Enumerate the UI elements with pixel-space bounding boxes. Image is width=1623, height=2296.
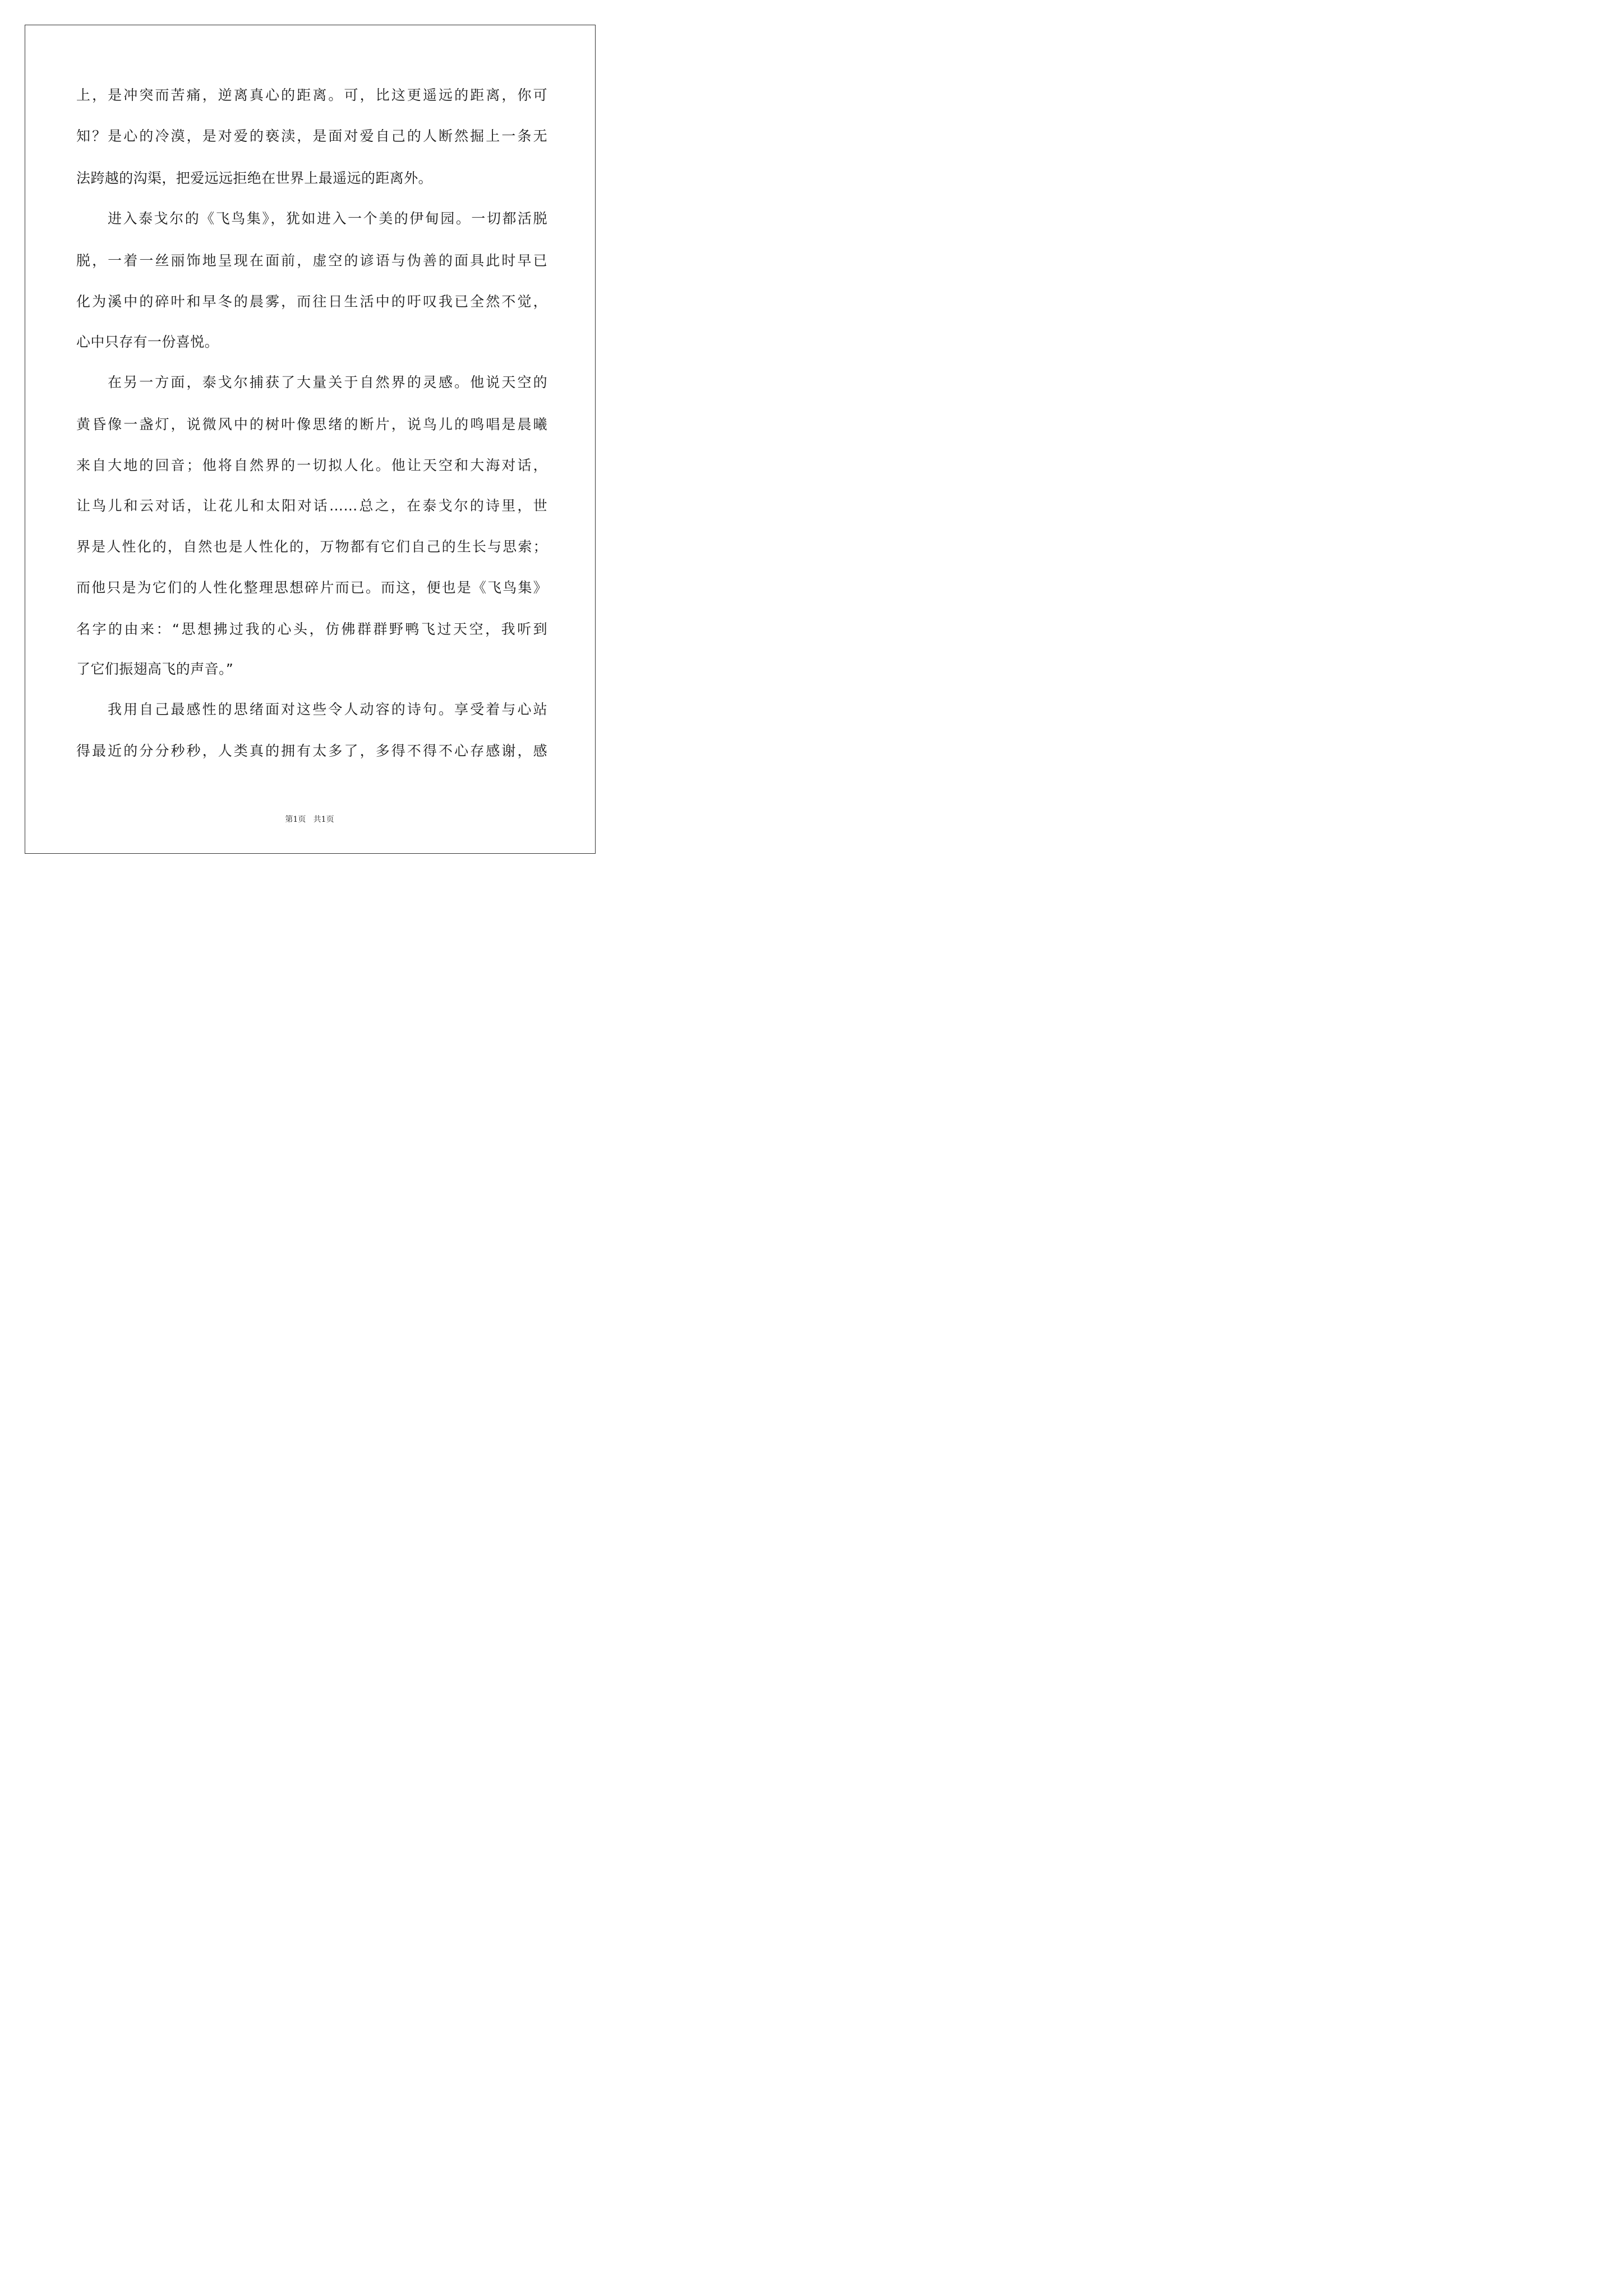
page-number-footer: 第1页 共1页	[285, 815, 334, 824]
paragraph-3-line-6: 而他只是为它们的人性化整理思想碎片而已。而这，便也是《飞鸟集》	[76, 579, 547, 596]
paragraph-4-line-1: 我用自己最感性的思绪面对这些令人动容的诗句。享受着与心站	[108, 701, 547, 717]
paragraph-3-line-2: 黄昏像一盏灯，说微风中的树叶像思绪的断片，说鸟儿的鸣唱是晨曦	[76, 416, 547, 432]
paragraph-3-line-5: 界是人性化的，自然也是人性化的，万物都有它们自己的生长与思索；	[76, 539, 547, 555]
paragraph-2-line-1: 进入泰戈尔的《飞鸟集》，犹如进入一个美的伊甸园。一切都活脱	[108, 210, 547, 227]
paragraph-4-line-2: 得最近的分分秒秒，人类真的拥有太多了，多得不得不心存感谢，感	[76, 743, 547, 759]
paragraph-3-line-3: 来自大地的回音；他将自然界的一切拟人化。他让天空和大海对话，	[76, 457, 547, 473]
paragraph-1-line-3: 法跨越的沟渠，把爱远远拒绝在世界上最遥远的距离外。	[76, 170, 433, 186]
paragraph-3-line-7: 名字的由来：“思想拂过我的心头，仿佛群群野鸭飞过天空，我听到	[76, 621, 547, 637]
paragraph-2-line-4: 心中只存有一份喜悦。	[76, 334, 219, 350]
paragraph-3-line-4: 让鸟儿和云对话，让花儿和太阳对话……总之，在泰戈尔的诗里，世	[76, 498, 547, 514]
paragraph-2-line-3: 化为溪中的碎叶和早冬的晨雾，而往日生活中的吁叹我已全然不觉，	[76, 293, 547, 310]
paragraph-2-line-2: 脱，一着一丝丽饰地呈现在面前，虚空的谚语与伪善的面具此时早已	[76, 252, 547, 269]
paragraph-3-line-1: 在另一方面，泰戈尔捕获了大量关于自然界的灵感。他说天空的	[108, 374, 547, 390]
paragraph-1-line-1: 上，是冲突而苦痛，逆离真心的距离。可，比这更遥远的距离，你可	[76, 87, 547, 103]
paragraph-3-line-8: 了它们振翅高飞的声音。”	[76, 661, 234, 677]
paragraph-1-line-2: 知？是心的冷漠，是对爱的亵渎，是面对爱自己的人断然掘上一条无	[76, 128, 547, 144]
